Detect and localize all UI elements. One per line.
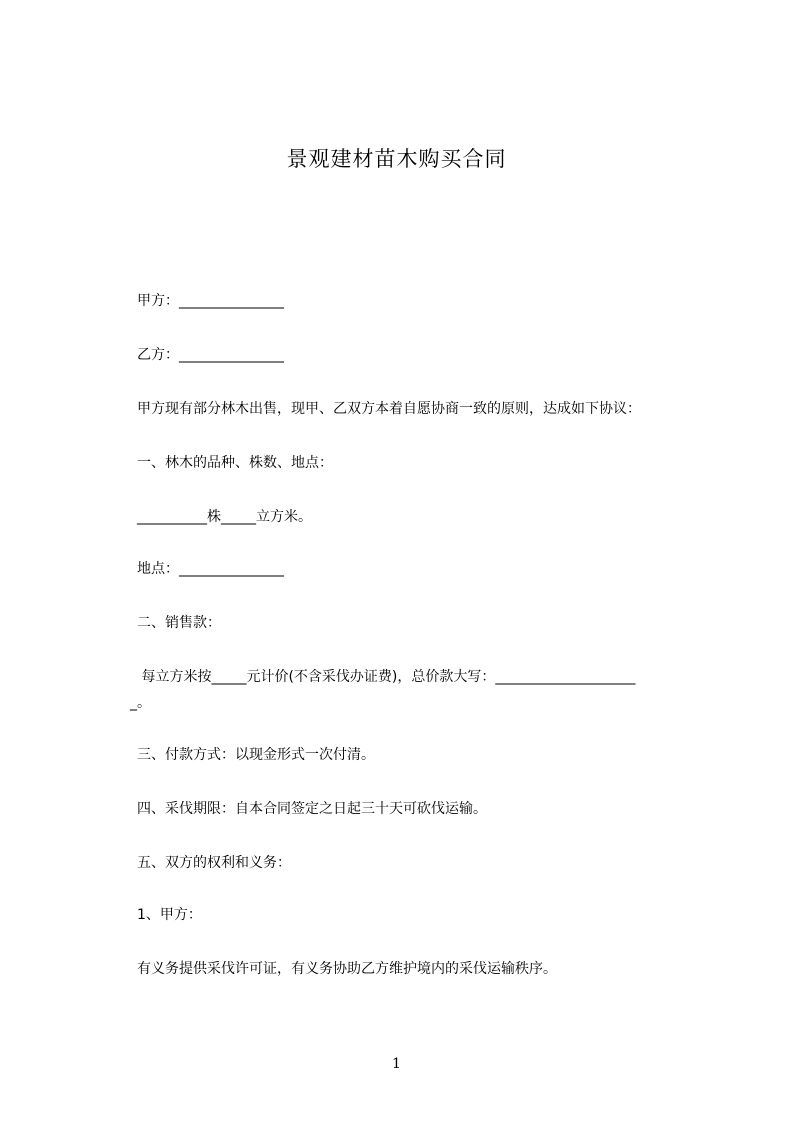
subsection-party-a: 1、甲方： [137, 907, 202, 923]
price-line: 每立方米按_____元计价(不含采伐办证费)，总价款大写：____________________ [137, 669, 636, 685]
page-number: 1 [392, 1056, 401, 1072]
section-5-heading: 五、双方的权利和义务： [137, 855, 291, 871]
price-line-continued: _。 [130, 695, 151, 711]
section-2-heading: 二、销售款： [137, 615, 221, 631]
section-3-payment: 三、付款方式：以现金形式一次付清。 [137, 747, 375, 763]
party-a-line: 甲方：_______________ [137, 293, 284, 309]
location-line: 地点：_______________ [137, 561, 284, 577]
contract-title: 景观建材苗木购买合同 [286, 147, 507, 171]
section-1-heading: 一、林木的品种、株数、地点： [137, 455, 333, 471]
tree-quantity-line: __________株_____立方米。 [137, 509, 312, 525]
preamble-paragraph: 甲方现有部分林木出售，现甲、乙双方本着自愿协商一致的原则，达成如下协议： [137, 401, 641, 417]
party-a-obligations: 有义务提供采伐许可证，有义务协助乙方维护境内的采伐运输秩序。 [137, 961, 557, 977]
section-4-period: 四、采伐期限：自本合同签定之日起三十天可砍伐运输。 [137, 801, 487, 817]
party-b-line: 乙方：_______________ [137, 347, 284, 363]
